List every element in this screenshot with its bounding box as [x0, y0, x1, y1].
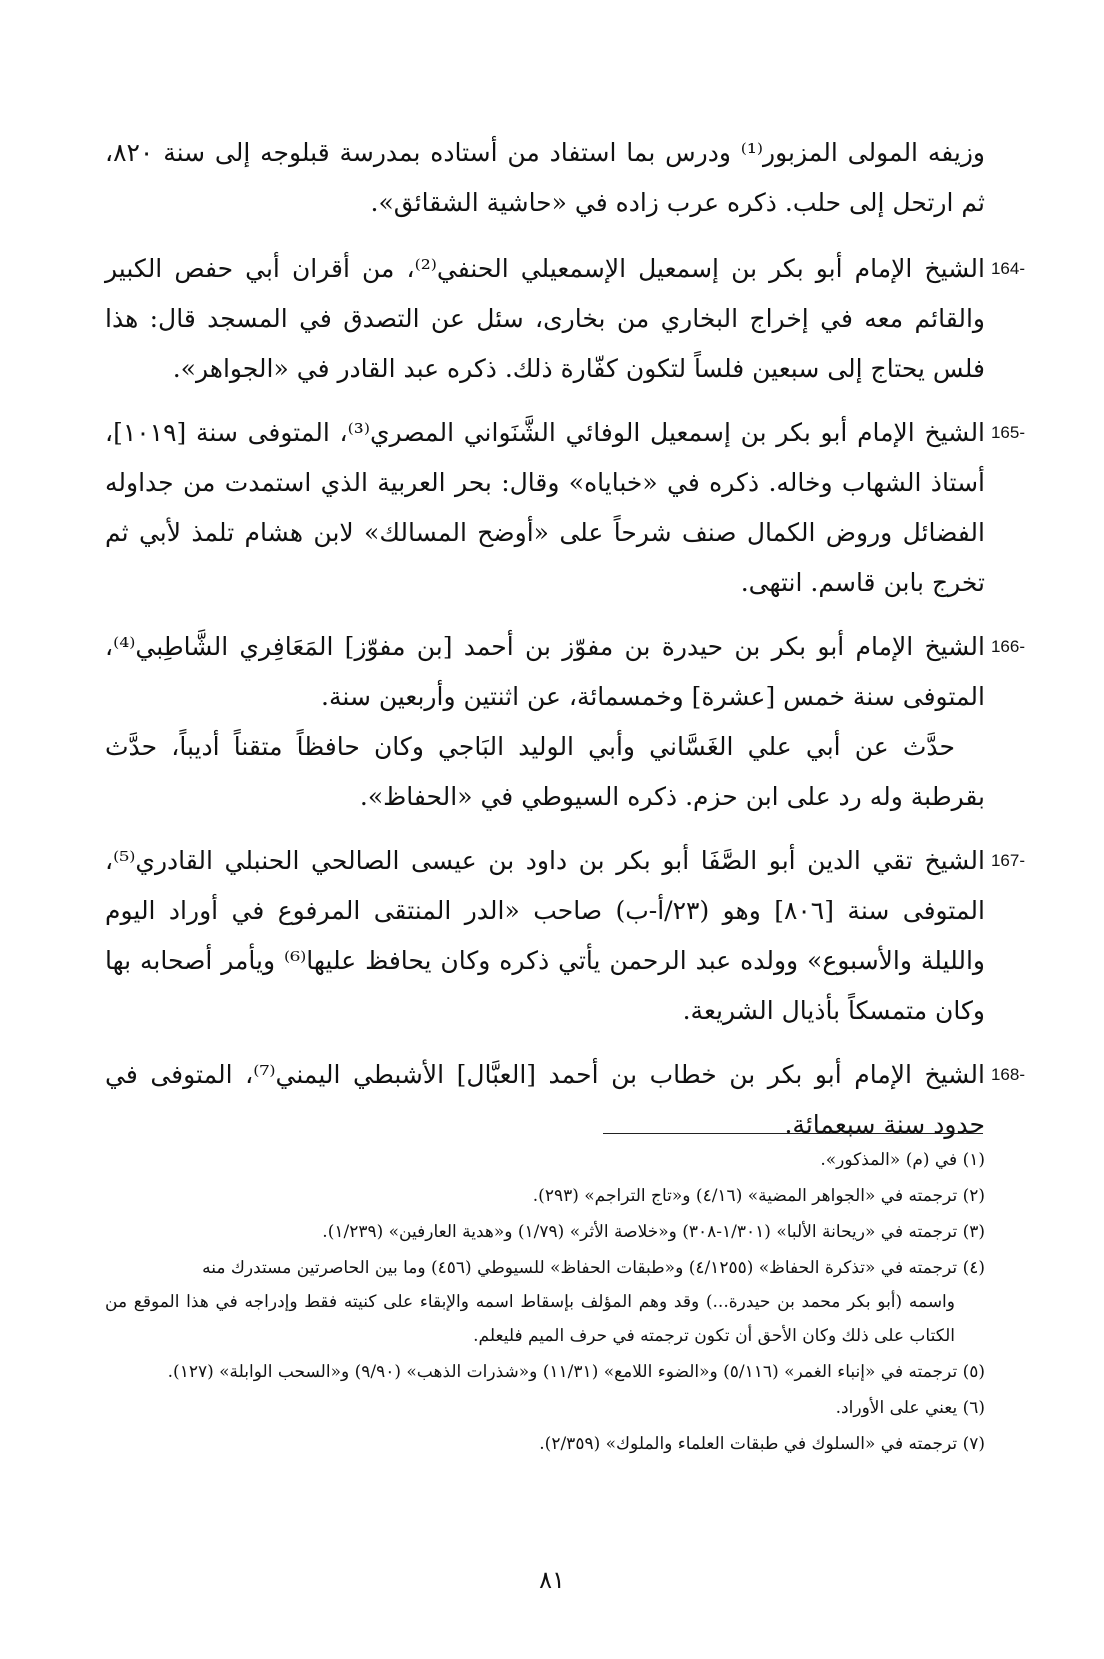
entry-number: 168-: [990, 1065, 1025, 1084]
footnote-5: (٥) ترجمته في «إنباء الغمر» (٥/١١٦) و«الضوء اللامع» (١١/٣١) و«شذرات الذهب» (٩/٩٠) و«السحب الوابلة» (١٢٧).: [167, 1362, 985, 1382]
footnote-4-text: (٤) ترجمته في «تذكرة الحفاظ» (٤/١٢٥٥) و«طبقات الحفاظ» للسيوطي (٤٥٦) وما بين الحاصرتين مستدرك منه: [202, 1258, 985, 1278]
biography-entry-166: [105, 622, 1025, 822]
opening-paragraph-text: وزيفه المولى المزبور⁽¹⁾ ودرس بما استفاد من أستاده بمدرسة قبلوجه إلى سنة ٨٢٠، ثم ارتحل إلى حلب. ذكره عرب زاده في «حاشية الشقائق».: [105, 138, 985, 217]
footnote-2: (٢) ترجمته في «الجواهر المضية» (٤/١٦) و«تاج التراجم» (٢٩٣).: [532, 1186, 985, 1206]
biography-entry-167: [105, 836, 1025, 1036]
footnote-4: [105, 1251, 985, 1353]
biography-entry-164: [105, 244, 1025, 394]
entry-number: 164-: [990, 259, 1025, 278]
entry-continuation: حدَّث عن أبي علي الغَسَّاني وأبي الوليد البَاجي وكان حافظاً متقناً أديباً، حدَّث بقرطبة وله رد على ابن حزم. ذكره السيوطي في «الحفاظ».: [105, 732, 985, 811]
opening-paragraph: [105, 128, 985, 228]
entry-text: الشيخ الإمام أبو بكر بن حيدرة بن مفوّز بن أحمد [بن مفوّز] المَعَافِري الشَّاطِبي⁽⁴⁾، المتوفى سنة خمس [عشرة] وخمسمائة، عن اثنتين وأربعين سنة.: [105, 632, 985, 711]
entry-number: 166-: [990, 637, 1025, 656]
footnote-3: (٣) ترجمته في «ريحانة الألبا» (١/٣٠١-٣٠٨) و«خلاصة الأثر» (١/٧٩) و«هدية العارفين» (١/٢٣٩).: [322, 1222, 985, 1242]
entry-number: 165-: [990, 423, 1025, 442]
biography-entry-168: [105, 1050, 1025, 1150]
footnote-7: (٧) ترجمته في «السلوك في طبقات العلماء والملوك» (٢/٣٥٩).: [539, 1434, 985, 1454]
biography-entry-165: [105, 408, 1025, 608]
footnote-1: (١) في (م) «المذكور».: [820, 1150, 985, 1170]
entry-number: 167-: [990, 851, 1025, 870]
entry-text: الشيخ تقي الدين أبو الصَّفَا أبو بكر بن داود بن عيسى الصالحي الحنبلي القادري⁽⁵⁾، المتوفى سنة [٨٠٦] وهو (٢٣/أ-ب) صاحب «الدر المنتقى المرفوع في أوراد اليوم والليلة والأسبوع» وولده عبد الرحمن يأتي ذكره وكان يحافظ عليها⁽⁶⁾ ويأمر أصحابه بها وكان متمسكاً بأذيال الشريعة.: [105, 846, 985, 1025]
entry-text: الشيخ الإمام أبو بكر بن إسمعيل الوفائي الشَّنَواني المصري⁽³⁾، المتوفى سنة [١٠١٩]، أستاذ الشهاب وخاله. ذكره في «خباياه» وقال: بحر العربية الذي استمدت من جداوله الفضائل وروض الكمال صنف شرحاً على «أوضح المسالك» لابن هشام تلمذ لأبي ثم تخرج بابن قاسم. انتهى.: [105, 418, 986, 597]
footnote-4-continuation: واسمه (أبو بكر محمد بن حيدرة...) وقد وهم المؤلف بإسقاط اسمه والإبقاء على كنيته فقط وإدراجه في هذا الموقع من الكتاب على ذلك وكان الأحق أن تكون ترجمته في حرف الميم فليعلم.: [105, 1292, 955, 1346]
page-number: ٨١: [539, 1566, 565, 1594]
footnote-divider: [603, 1133, 983, 1134]
footnotes: [105, 1143, 985, 1463]
entry-text: الشيخ الإمام أبو بكر بن إسمعيل الإسمعيلي الحنفي⁽²⁾، من أقران أبي حفص الكبير والقائم معه في إخراج البخاري من بخارى، سئل عن التصدق في المسجد قال: هذا فلس يحتاج إلى سبعين فلساً لتكون كفّارة ذلك. ذكره عبد القادر في «الجواهر».: [105, 254, 985, 383]
entry-text: الشيخ الإمام أبو بكر بن خطاب بن أحمد [العبَّال] الأشبطي اليمني⁽⁷⁾، المتوفى في حدود سنة سبعمائة.: [105, 1060, 985, 1139]
main-text: [105, 128, 1025, 1164]
footnote-6: (٦) يعني على الأوراد.: [835, 1398, 985, 1418]
